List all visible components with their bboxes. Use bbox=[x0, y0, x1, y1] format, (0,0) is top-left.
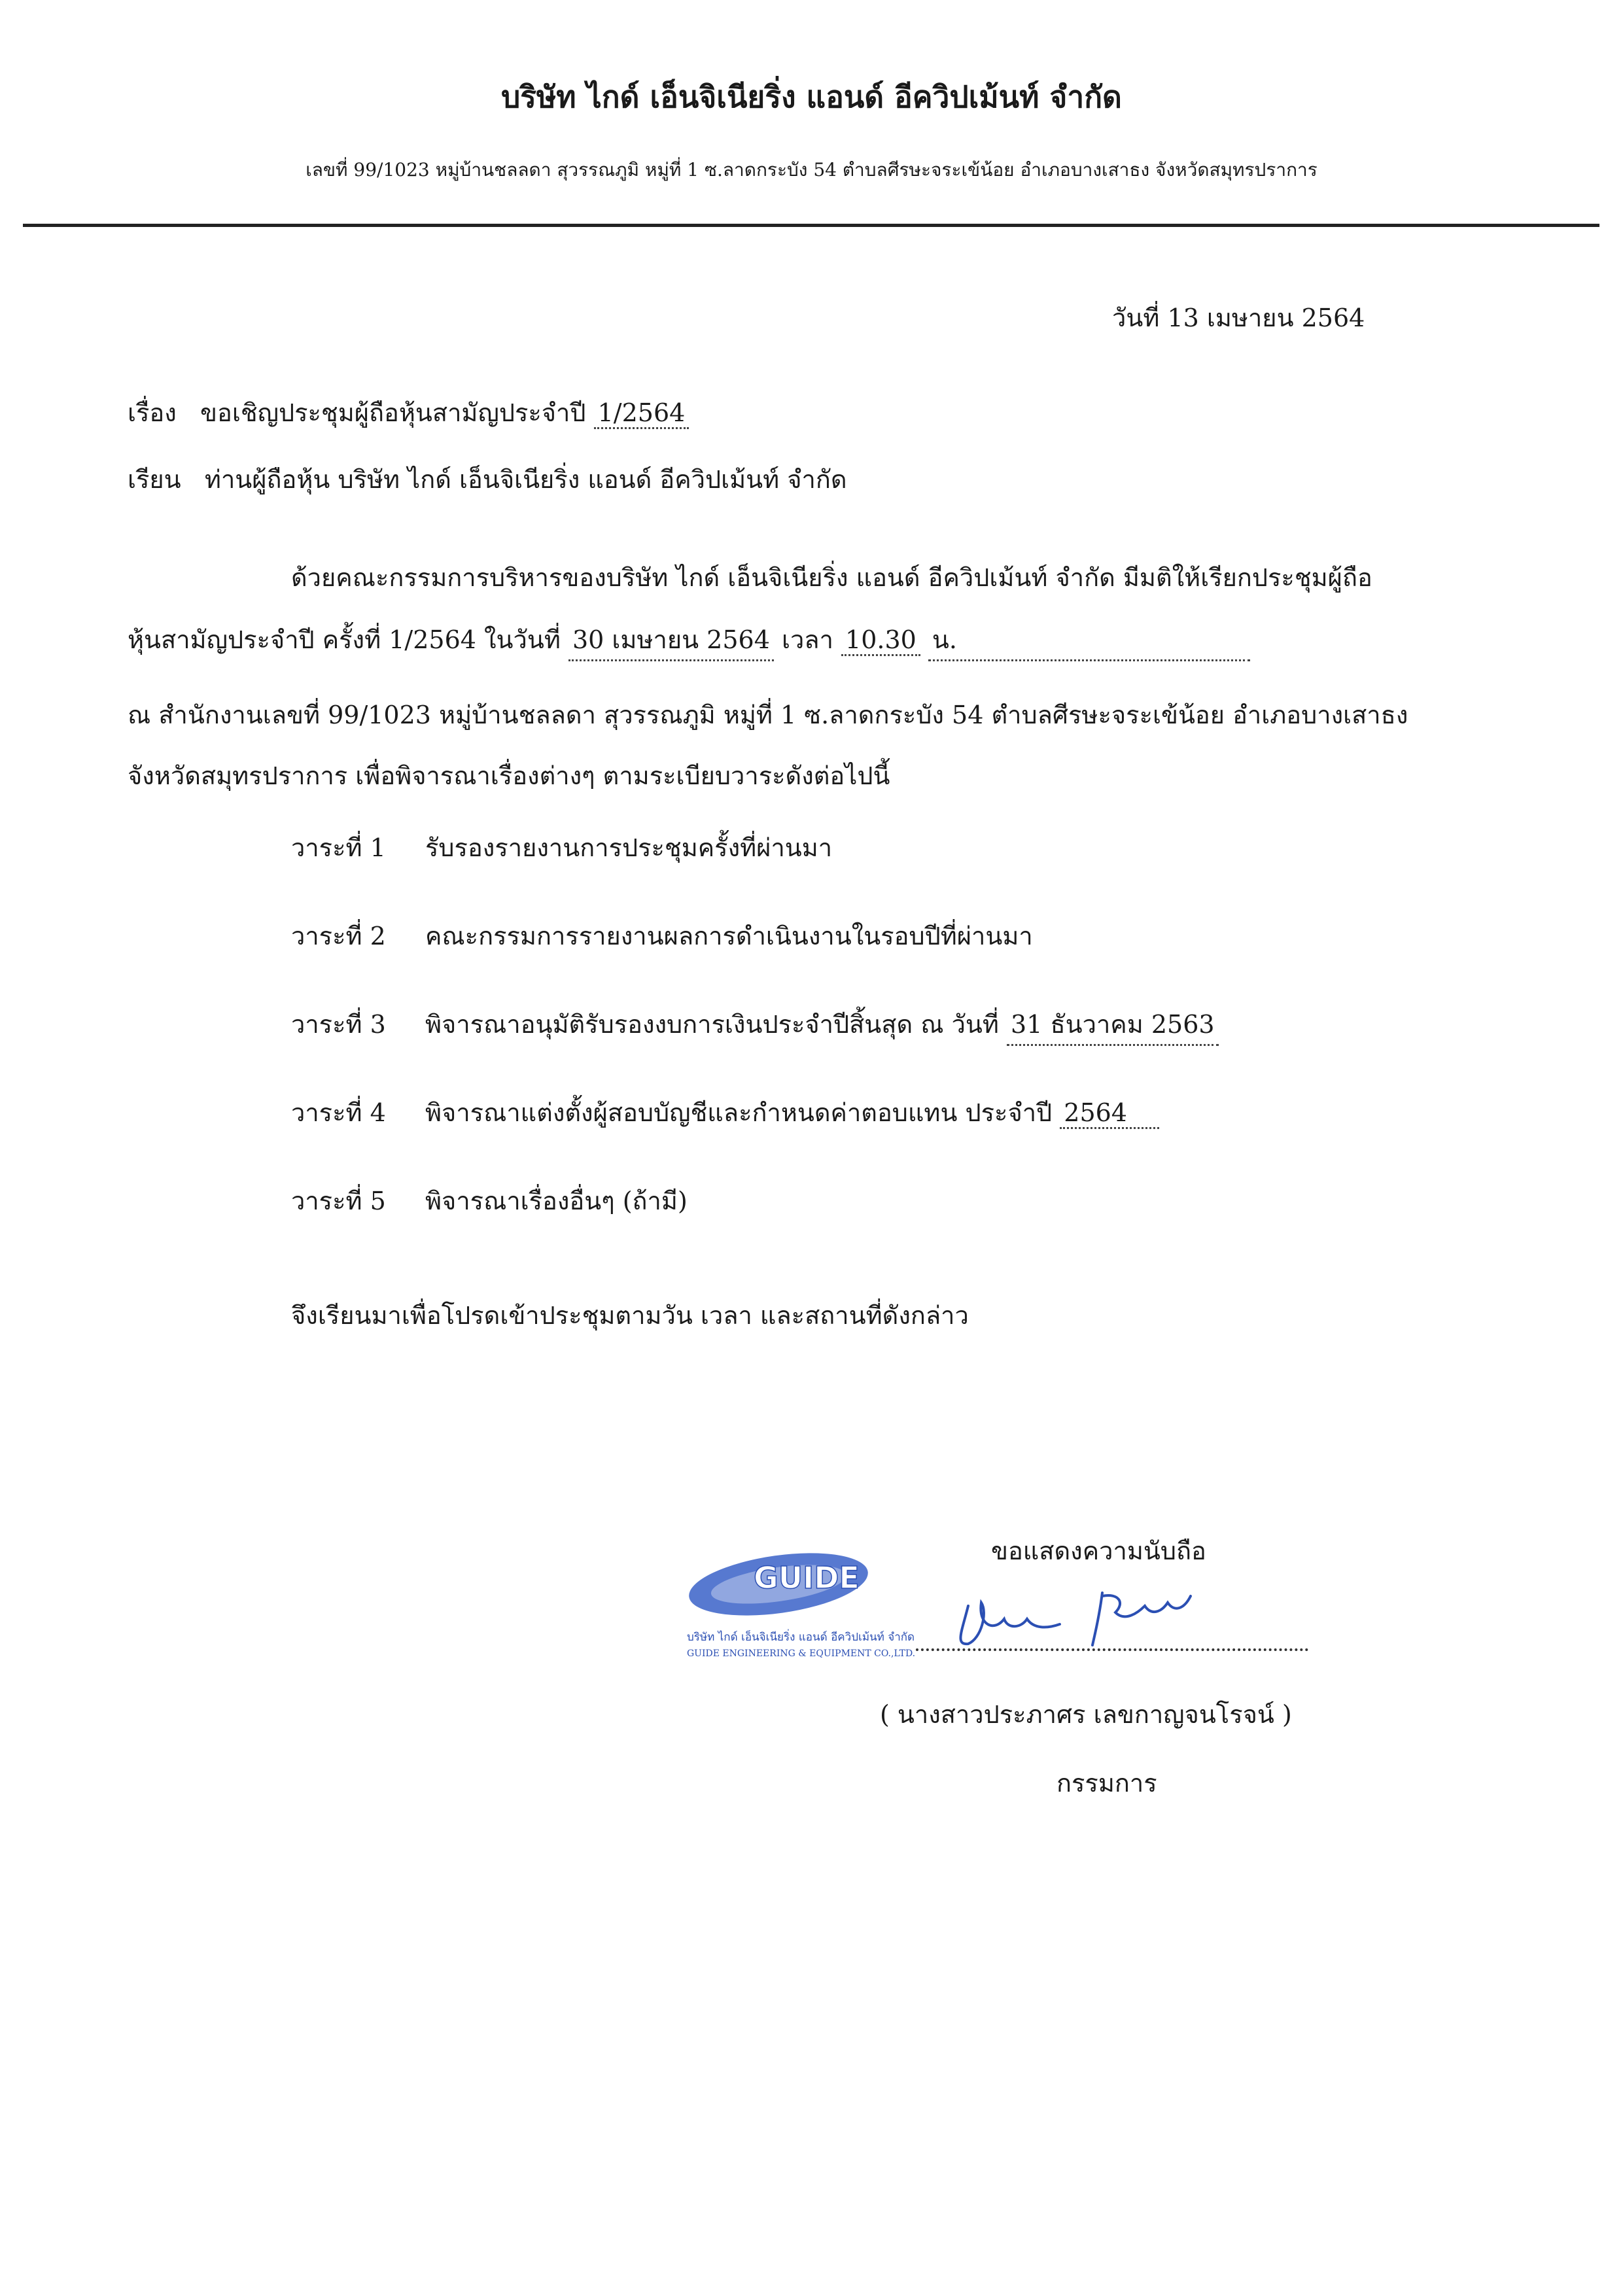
closing-sentence: จึงเรียนมาเพื่อโปรดเข้าประชุมตามวัน เวลา และสถานที่ดังกล่าว bbox=[291, 1301, 969, 1330]
agenda-item bbox=[291, 916, 1033, 956]
company-address: เลขที่ 99/1023 หมู่บ้านชลลดา สุวรรณภูมิ หมู่ที่ 1 ซ.ลาดกระบัง 54 ตำบลศีรษะจระเข้น้อย อำเภอบางเสาธง จังหวัดสมุทรปราการ bbox=[305, 159, 1318, 181]
agenda-item bbox=[291, 1004, 1219, 1046]
agenda-fill: 31 ธันวาคม 2563 bbox=[1007, 1004, 1219, 1046]
guide-logo-icon bbox=[680, 1511, 981, 1668]
agenda-text: คณะกรรมการรายงานผลการดำเนินงานในรอบปีที่ผ่านมา bbox=[425, 922, 1033, 950]
agenda-text: รับรองรายงานการประชุมครั้งที่ผ่านมา bbox=[425, 833, 833, 862]
signature-line bbox=[916, 1648, 1308, 1651]
regards-text: ขอแสดงความนับถือ bbox=[991, 1537, 1206, 1565]
subject-line bbox=[128, 392, 689, 432]
agenda-number: วาระที่ 4 bbox=[291, 1098, 386, 1127]
signatory-name: ( นางสาวประภาศร เลขกาญจนโรจน์ ) bbox=[880, 1700, 1292, 1729]
agenda-text: พิจารณาเรื่องอื่นๆ (ถ้ามี) bbox=[425, 1187, 688, 1215]
agenda-fill: 2564 bbox=[1060, 1098, 1159, 1129]
paragraph2-line2: จังหวัดสมุทรปราการ เพื่อพิจารณาเรื่องต่างๆ ตามระเบียบวาระดังต่อไปนี้ bbox=[128, 761, 890, 790]
company-name: บริษัท ไกด์ เอ็นจิเนียริ่ง แอนด์ อีควิปเม้นท์ จำกัด bbox=[501, 79, 1122, 114]
agenda-number: วาระที่ 2 bbox=[291, 922, 386, 950]
stamp-company-th: บริษัท ไกด์ เอ็นจิเนียริ่ง แอนด์ อีควิปเม้นท์ จำกัด bbox=[687, 1631, 915, 1644]
handwritten-signature bbox=[942, 1567, 1217, 1658]
meeting-date: 30 เมษายน 2564 bbox=[568, 619, 774, 661]
stamp-company-en: GUIDE ENGINEERING & EQUIPMENT CO.,LTD. bbox=[687, 1648, 916, 1659]
recipient-line bbox=[128, 459, 847, 499]
agenda-item bbox=[291, 1092, 1159, 1132]
agenda-item bbox=[291, 1181, 688, 1221]
meeting-intro: หุ้นสามัญประจำปี ครั้งที่ 1/2564 ในวันที่ bbox=[128, 625, 561, 654]
logo-text: GUIDE bbox=[754, 1560, 860, 1595]
agenda-text: พิจารณาแต่งตั้งผู้สอบบัญชีและกำหนดค่าตอบแทน ประจำปี bbox=[425, 1098, 1053, 1127]
company-stamp bbox=[680, 1511, 981, 1668]
paragraph1-line2 bbox=[128, 619, 1250, 661]
agenda-text: พิจารณาอนุมัติรับรองงบการเงินประจำปีสิ้นสุด ณ วันที่ bbox=[425, 1010, 999, 1039]
agenda-item bbox=[291, 827, 832, 867]
header-divider bbox=[23, 224, 1599, 227]
subject-label: เรื่อง bbox=[128, 398, 177, 427]
agenda-number: วาระที่ 3 bbox=[291, 1010, 386, 1039]
signatory-position: กรรมการ bbox=[1056, 1769, 1157, 1798]
paragraph2-line1: ณ สำนักงานเลขที่ 99/1023 หมู่บ้านชลลดา สุวรรณภูมิ หมู่ที่ 1 ซ.ลาดกระบัง 54 ตำบลศีรษะจระเข้น้อย อำเภอบางเสาธง bbox=[128, 701, 1408, 729]
letter-date: วันที่ 13 เมษายน 2564 bbox=[1112, 304, 1365, 332]
paragraph1-line1: ด้วยคณะกรรมการบริหารของบริษัท ไกด์ เอ็นจิเนียริ่ง แอนด์ อีควิปเม้นท์ จำกัด มีมติให้เรียกประชุมผู้ถือ bbox=[291, 563, 1372, 592]
meeting-time: 10.30 bbox=[841, 625, 920, 656]
recipient-label: เรียน bbox=[128, 465, 181, 494]
subject-text: ขอเชิญประชุมผู้ถือหุ้นสามัญประจำปี bbox=[200, 398, 586, 427]
agenda-number: วาระที่ 5 bbox=[291, 1187, 386, 1215]
subject-value: 1/2564 bbox=[594, 398, 689, 429]
recipient-text: ท่านผู้ถือหุ้น บริษัท ไกด์ เอ็นจิเนียริ่ง แอนด์ อีควิปเม้นท์ จำกัด bbox=[204, 465, 847, 494]
time-label: เวลา bbox=[781, 625, 833, 654]
time-unit: น. bbox=[928, 619, 1250, 661]
agenda-number: วาระที่ 1 bbox=[291, 833, 386, 862]
